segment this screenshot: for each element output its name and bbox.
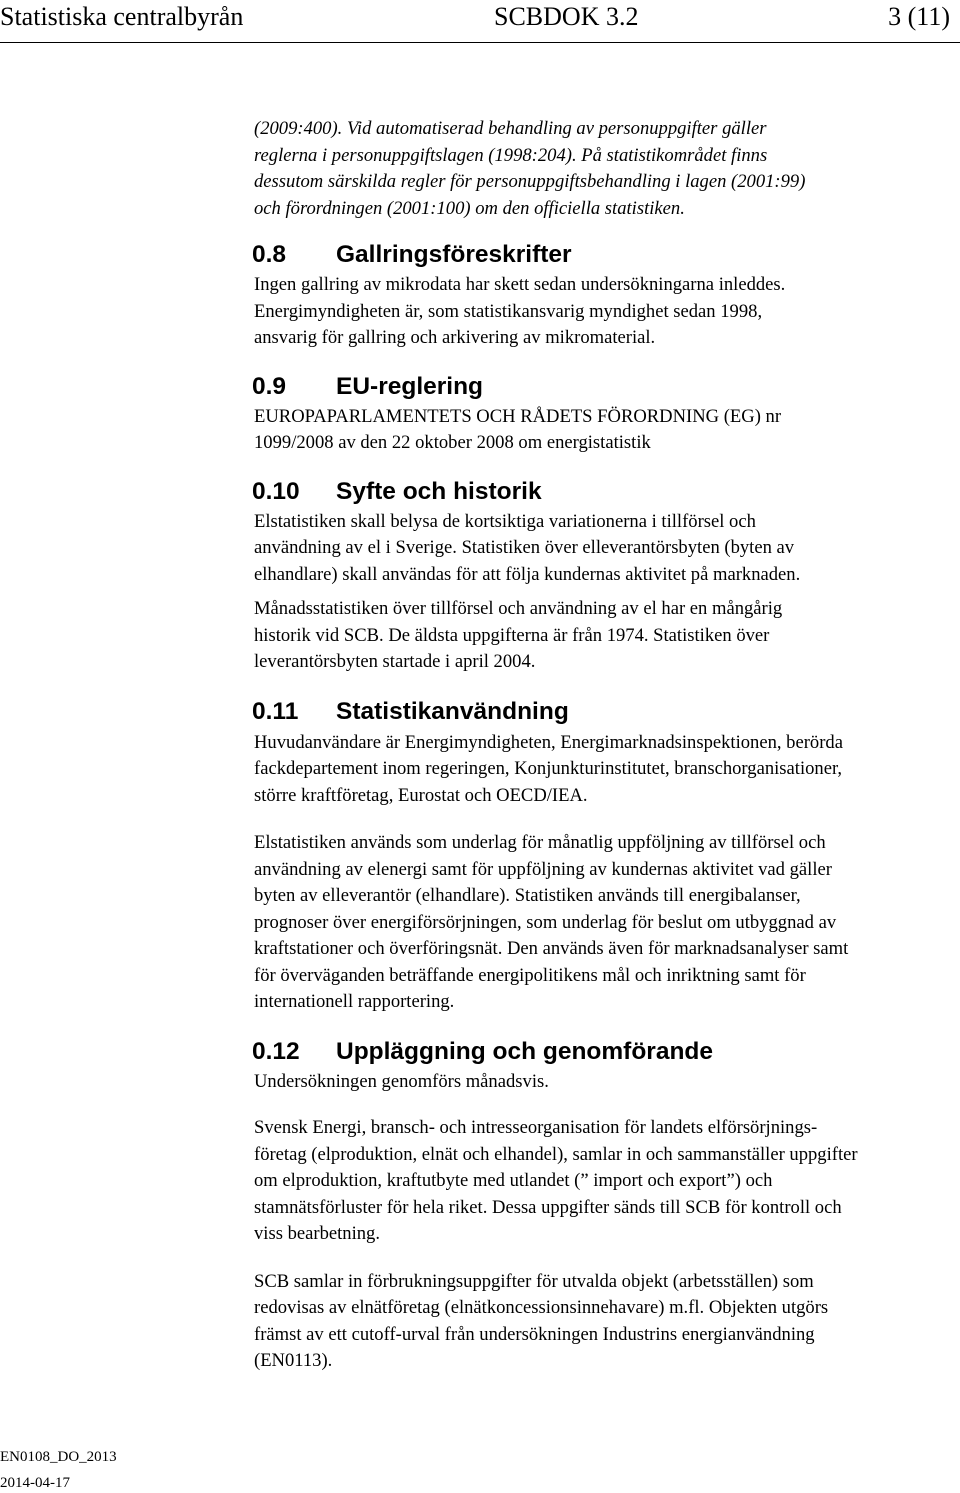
text-line: kraftstationer och överföringsnät. Den används även för marknadsanalyser samt — [254, 938, 849, 959]
page-header — [0, 0, 960, 43]
section-number: 0.11 — [252, 697, 299, 725]
text-line: stamnätsförluster för hela riket. Dessa uppgifter sänds till SCB för kontroll och — [254, 1196, 842, 1218]
section-title: Uppläggning och genomförande — [336, 1037, 714, 1065]
section-heading — [252, 1037, 952, 1067]
footer-date: 2014-04-17 — [0, 1475, 70, 1491]
header-organization: Statistiska centralbyrån — [0, 2, 244, 31]
text-line: främst av ett cutoff-urval från undersökningen Industrins energianvändning — [254, 1323, 815, 1345]
text-line: ansvarig för gallring och arkivering av mikromaterial. — [254, 327, 656, 348]
section-paragraph — [254, 1069, 954, 1096]
footer-document-code: EN0108_DO_2013 — [0, 1449, 117, 1465]
text-line: företag (elproduktion, elnät och elhandel), samlar in och sammanställer uppgifter — [254, 1143, 858, 1165]
text-line: internationell rapportering. — [254, 991, 455, 1012]
text-line: Huvudanvändare är Energimyndigheten, Energimarknadsinspektionen, berörda — [254, 731, 843, 753]
intro-paragraph — [254, 116, 954, 222]
section-number: 0.9 — [252, 372, 287, 400]
text-line: användning av el i Sverige. Statistiken över elleverantörsbyten (byten av — [254, 537, 795, 558]
text-line: redovisas av elnätföretag (elnätkoncessionsinnehavare) m.fl. Objekten utgörs — [254, 1297, 829, 1318]
section-title: Gallringsföreskrifter — [336, 241, 572, 268]
text-line: byten av elleverantör (elhandlare). Statistiken används till energibalanser, — [254, 885, 801, 906]
text-line: prognoser över energiförsörjningen, som underlag för beslut om utbyggnad av — [254, 911, 837, 933]
text-line: elhandlare) skall användas för att följa kundernas aktivitet på marknaden. — [254, 563, 801, 585]
text-line: (2009:400). Vid automatiserad behandling av personuppgifter gäller — [254, 118, 767, 139]
section-heading — [252, 477, 952, 507]
section-title: EU-reglering — [336, 372, 484, 400]
text-line: dessutom särskilda regler för personuppgiftsbehandling i lagen (2001:99) — [254, 171, 806, 192]
text-line: Elstatistiken används som underlag för månatlig uppföljning av tillförsel och — [254, 832, 826, 853]
section-title: Syfte och historik — [336, 477, 542, 505]
text-line: och förordningen (2001:100) om den officiella statistiken. — [254, 197, 685, 219]
section-heading — [252, 697, 952, 727]
text-line: större kraftföretag, Eurostat och OECD/IEA. — [254, 784, 588, 806]
section-heading — [252, 240, 952, 270]
section-0-11 — [254, 697, 954, 1016]
section-paragraph — [254, 509, 954, 589]
text-line: Elstatistiken skall belysa de kortsiktiga variationerna i tillförsel och — [254, 510, 756, 532]
section-paragraph — [254, 730, 954, 810]
section-0-12 — [254, 1037, 954, 1375]
text-line: fackdepartement inom regeringen, Konjunkturinstitutet, branschorganisationer, — [254, 758, 843, 779]
text-line: SCB samlar in förbrukningsuppgifter för utvalda objekt (arbetsställen) som — [254, 1270, 814, 1292]
section-paragraph — [254, 404, 954, 457]
section-heading — [252, 372, 952, 402]
text-line: historik vid SCB. De äldsta uppgifterna är från 1974. Statistiken över — [254, 624, 770, 646]
text-line: Energimyndigheten är, som statistikansvarig myndighet sedan 1998, — [254, 300, 763, 322]
text-line: EUROPAPARLAMENTETS OCH RÅDETS FÖRORDNING (EG) nr — [254, 405, 782, 427]
section-paragraph — [254, 272, 954, 352]
text-line: Ingen gallring av mikrodata har skett sedan undersökningarna inleddes. — [254, 274, 786, 295]
text-line: viss bearbetning. — [254, 1223, 380, 1244]
section-number: 0.8 — [252, 241, 287, 268]
section-number: 0.10 — [252, 477, 300, 505]
text-line: 1099/2008 av den 22 oktober 2008 om energistatistik — [254, 432, 651, 453]
section-0-9 — [254, 372, 954, 457]
text-line: om elproduktion, kraftutbyte med utlandet (” import och export”) och — [254, 1170, 773, 1191]
text-line: reglerna i personuppgiftslagen (1998:204). På statistikområdet finns — [254, 144, 768, 166]
section-0-10 — [254, 477, 954, 676]
section-paragraph — [254, 830, 954, 1016]
header-page-number: 3 (11) — [888, 2, 950, 31]
section-paragraph — [254, 596, 954, 676]
section-paragraph — [254, 1269, 954, 1375]
document-body — [254, 116, 954, 1375]
section-0-8 — [254, 240, 954, 352]
header-document-id: SCBDOK 3.2 — [494, 2, 639, 31]
text-line: användning av elenergi samt för uppföljning av kundernas aktivitet vad gäller — [254, 858, 832, 880]
text-line: Svensk Energi, bransch- och intresseorganisation för landets elförsörjnings- — [254, 1117, 818, 1138]
text-line: Undersökningen genomförs månadsvis. — [254, 1070, 549, 1092]
text-line: för överväganden beträffande energipolitikens mål och inriktning samt för — [254, 964, 806, 986]
section-number: 0.12 — [252, 1037, 300, 1065]
section-paragraph — [254, 1115, 954, 1248]
text-line: leverantörsbyten startade i april 2004. — [254, 651, 536, 672]
text-line: (EN0113). — [254, 1350, 333, 1371]
section-title: Statistikanvändning — [336, 697, 569, 725]
text-line: Månadsstatistiken över tillförsel och användning av el har en mångårig — [254, 598, 783, 619]
